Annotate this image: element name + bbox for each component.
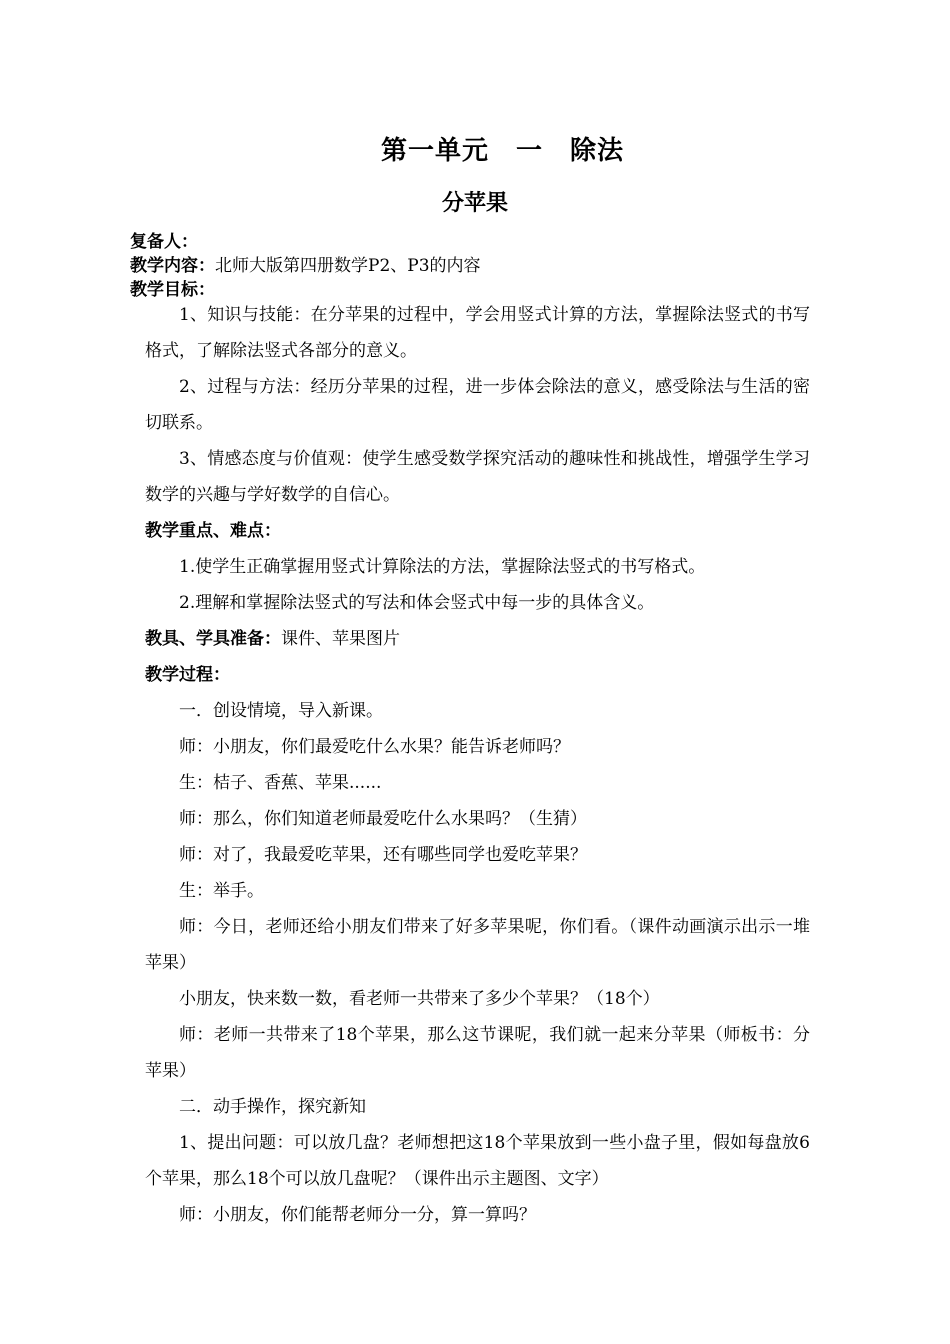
prep-line [130, 230, 198, 254]
content-line [130, 254, 481, 278]
key-point-item: 2.理解和掌握除法竖式的写法和体会竖式中每一步的具体含义。 [179, 593, 655, 613]
process-step: 生：举手。 [179, 881, 264, 901]
process-step: 1、提出问题：可以放几盘？老师想把这18个苹果放到一些小盘子里，假如每盘放6个苹果，那么18个可以放几盘呢？（课件出示主题图、文字） [145, 1133, 810, 1189]
tools-line [145, 621, 810, 657]
page-title: 第一单元 一 除法 [380, 136, 624, 166]
process-step: 小朋友，快来数一数，看老师一共带来了多少个苹果？（18个） [179, 989, 660, 1009]
goal-item: 1、知识与技能：在分苹果的过程中，学会用竖式计算的方法，掌握除法竖式的书写格式，了解除法竖式各部分的意义。 [145, 305, 810, 361]
lesson-title: 分苹果 [441, 190, 508, 216]
process-step: 二．动手操作，探究新知 [179, 1097, 366, 1117]
process-step: 师：今日，老师还给小朋友们带来了好多苹果呢，你们看。（课件动画演示出示一堆苹果） [145, 917, 810, 973]
prep-label: 复备人： [130, 232, 198, 252]
tools-label: 教具、学具准备： [145, 629, 281, 649]
process-heading: 教学过程： [145, 665, 230, 685]
goal-item: 2、过程与方法：经历分苹果的过程，进一步体会除法的意义，感受除法与生活的密切联系。 [145, 377, 810, 433]
goal-item: 3、情感态度与价值观：使学生感受数学探究活动的趣味性和挑战性，增强学生学习数学的兴趣与学好数学的自信心。 [145, 449, 810, 505]
process-step: 一．创设情境，导入新课。 [179, 701, 383, 721]
process-step: 师：小朋友，你们最爱吃什么水果？能告诉老师吗？ [179, 737, 570, 757]
process-step: 师：那么，你们知道老师最爱吃什么水果吗？（生猜） [179, 809, 587, 829]
content-text: 北师大版第四册数学P2、P3的内容 [215, 256, 481, 276]
content-label: 教学内容： [130, 256, 215, 276]
process-step: 师：小朋友，你们能帮老师分一分，算一算吗？ [179, 1205, 536, 1225]
process-step: 师：老师一共带来了18个苹果，那么这节课呢，我们就一起来分苹果（师板书：分苹果） [145, 1025, 810, 1081]
process-step: 生：桔子、香蕉、苹果...... [179, 773, 382, 793]
tools-text: 课件、苹果图片 [281, 629, 400, 649]
goals-label: 教学目标： [130, 280, 215, 300]
key-points-heading: 教学重点、难点： [145, 521, 281, 541]
document-body [145, 297, 810, 1233]
key-point-item: 1.使学生正确掌握用竖式计算除法的方法，掌握除法竖式的书写格式。 [179, 557, 706, 577]
process-step: 师：对了，我最爱吃苹果，还有哪些同学也爱吃苹果？ [179, 845, 587, 865]
